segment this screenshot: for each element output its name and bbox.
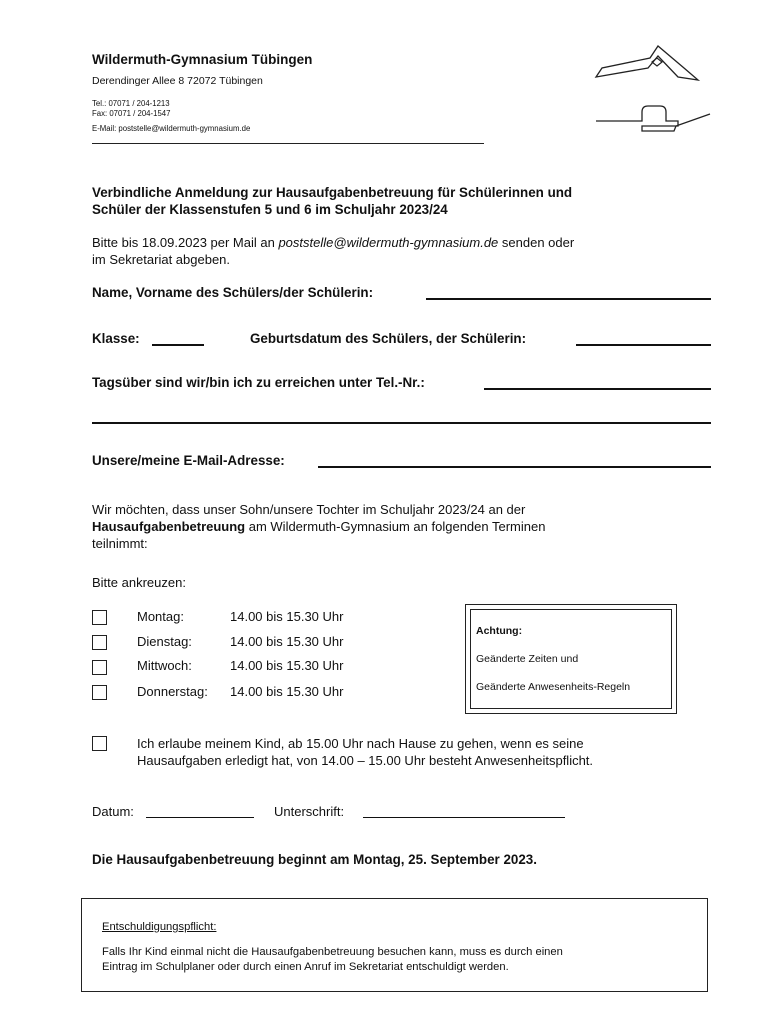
checkbox-tuesday[interactable] xyxy=(92,635,107,650)
name-label: Name, Vorname des Schülers/der Schülerin: xyxy=(92,285,374,300)
school-name: Wildermuth-Gymnasium Tübingen xyxy=(92,52,313,67)
school-fax: Fax: 07071 / 204-1547 xyxy=(92,109,171,118)
participation-paragraph: Wir möchten, dass unser Sohn/unsere Tochter im Schuljahr 2023/24 an der Hausaufgabenbetreuung am Wildermuth-Gymnasium an folgenden Terminen teilnimmt: xyxy=(92,502,546,551)
form-intro: Bitte bis 18.09.2023 per Mail an poststelle@wildermuth-gymnasium.de senden oder im Sekretariat abgeben. xyxy=(92,235,575,267)
school-address: Derendinger Allee 8 72072 Tübingen xyxy=(92,75,263,87)
notice-title: Achtung: xyxy=(476,625,523,637)
phone-field[interactable] xyxy=(484,388,711,390)
day-label-wednesday: Mittwoch: xyxy=(137,658,192,673)
header-divider xyxy=(92,143,484,144)
start-note: Die Hausaufgabenbetreuung beginnt am Montag, 25. September 2023. xyxy=(92,852,537,867)
checkbox-permission[interactable] xyxy=(92,736,107,751)
excuse-box xyxy=(81,898,708,992)
school-logo xyxy=(594,44,714,140)
checkbox-wednesday[interactable] xyxy=(92,660,107,675)
school-tel: Tel.: 07071 / 204-1213 xyxy=(92,99,170,108)
time-label-thursday: 14.00 bis 15.30 Uhr xyxy=(230,684,344,699)
notice-line-2: Geänderte Anwesenheits-Regeln xyxy=(476,681,631,693)
class-field[interactable] xyxy=(152,344,204,346)
excuse-text: Falls Ihr Kind einmal nicht die Hausaufgabenbetreuung besuchen kann, muss es durch einen Eintrag im Schulplaner oder durch einen Anruf im Sekretariat entschuldigt werden. xyxy=(102,946,563,973)
signature-field[interactable] xyxy=(363,817,565,818)
time-label-wednesday: 14.00 bis 15.30 Uhr xyxy=(230,658,344,673)
notice-box xyxy=(465,604,677,714)
signature-label: Unterschrift: xyxy=(274,804,345,819)
notice-line-1: Geänderte Zeiten und xyxy=(476,653,579,665)
checkbox-monday[interactable] xyxy=(92,610,107,625)
date-label: Datum: xyxy=(92,804,134,819)
phone-label: Tagsüber sind wir/bin ich zu erreichen unter Tel.-Nr.: xyxy=(92,375,425,390)
phone-field-extra-line[interactable] xyxy=(92,422,711,424)
day-label-tuesday: Dienstag: xyxy=(137,634,192,649)
birthdate-field[interactable] xyxy=(576,344,711,346)
form-title: Verbindliche Anmeldung zur Hausaufgabenbetreuung für Schülerinnen und Schüler der Klassenstufen 5 und 6 im Schuljahr 2023/24 xyxy=(92,185,573,217)
class-label: Klasse: xyxy=(92,331,140,346)
time-label-tuesday: 14.00 bis 15.30 Uhr xyxy=(230,634,344,649)
time-label-monday: 14.00 bis 15.30 Uhr xyxy=(230,609,344,624)
day-label-thursday: Donnerstag: xyxy=(137,684,208,699)
email-label: Unsere/meine E-Mail-Adresse: xyxy=(92,453,285,468)
excuse-title: Entschuldigungspflicht: xyxy=(102,921,217,933)
date-field[interactable] xyxy=(146,817,254,818)
birthdate-label: Geburtsdatum des Schülers, der Schülerin: xyxy=(250,331,527,346)
email-field[interactable] xyxy=(318,466,711,468)
name-field[interactable] xyxy=(426,298,711,300)
intro-email: poststelle@wildermuth-gymnasium.de xyxy=(278,235,499,250)
checkbox-thursday[interactable] xyxy=(92,685,107,700)
school-email: E-Mail: poststelle@wildermuth-gymnasium.de xyxy=(92,124,251,133)
permission-text: Ich erlaube meinem Kind, ab 15.00 Uhr nach Hause zu gehen, wenn es seine Hausaufgaben erledigt hat, von 14.00 – 15.00 Uhr besteht Anwesenheitspflicht. xyxy=(137,736,594,768)
day-label-monday: Montag: xyxy=(137,609,184,624)
check-prompt: Bitte ankreuzen: xyxy=(92,575,186,590)
